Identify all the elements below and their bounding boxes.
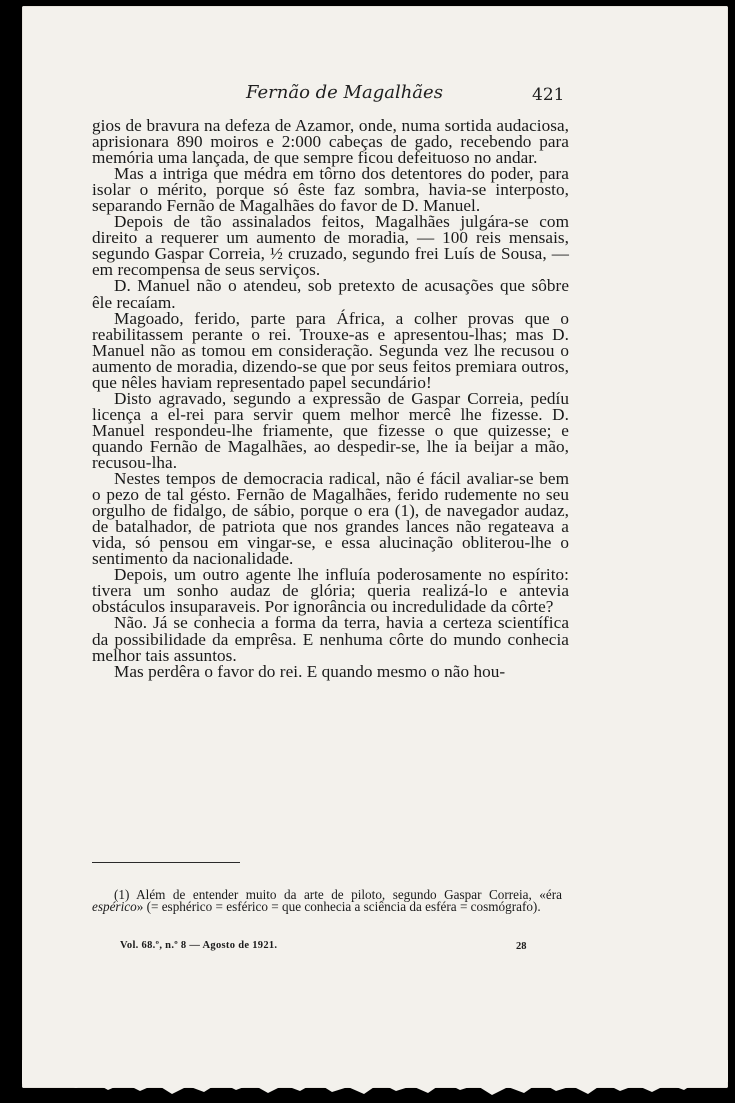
footnote-part: (1) Além de entender muito da arte de piloto, segundo Gaspar Correia, «éra bbox=[114, 887, 562, 902]
signature-mark: 28 bbox=[516, 941, 527, 952]
body-text bbox=[92, 118, 569, 680]
paragraph: Magoado, ferido, parte para África, a colher provas que o reabilitassem perante o rei. Trouxe-as e apresentou-lhas; mas D. Manuel não as tomou em consideração. Segunda vez lhe recusou o aumento de moradia, dizendo-se que por seus feitos premiara outros, que nêles haviam representado papel secundário! bbox=[92, 308, 569, 392]
paragraph: Depois, um outro agente lhe influía poderosamente no espírito: tivera um sonho audaz de glória; queria realizá-lo e antevia obstáculos insuparaveis. Por ignorância ou incredulidade da côrte? bbox=[92, 565, 569, 617]
paragraph: Nestes tempos de democracia radical, não é fácil avaliar-se bem o pezo de tal gésto. Fernão de Magalhães, ferido rudemente no seu orgulho de fidalgo, de sábio, porque o era (1), de navegador audaz, de batalhador, de patriota que nos grandes lances não regateava a vida, só pensou em vingar-se, e essa alucinação obliterou-lhe o sentimento da nacionalidade. bbox=[92, 469, 569, 569]
paragraph: Não. Já se conhecia a forma da terra, havia a certeza scientífica da possibilidade da emprêsa. E nenhuma côrte do mundo conhecia melhor tais assuntos. bbox=[92, 613, 569, 665]
page-header bbox=[0, 82, 735, 104]
torn-edge bbox=[22, 1060, 728, 1100]
running-title: Fernão de Magalhães bbox=[246, 82, 443, 103]
paragraph: Disto agravado, segundo a expressão de Gaspar Correia, pedíu licença a el-rei para servir quem melhor mercê lhe fizesse. D. Manuel respondeu-lhe friamente, que fizesse o que quizesse; e quando Fernão de Magalhães, ao despedir-se, lhe ia beijar a mão, recusou-lha. bbox=[92, 388, 569, 472]
footnote-italic-word: espérico bbox=[92, 899, 137, 915]
page-footer bbox=[0, 940, 735, 956]
page-number: 421 bbox=[532, 85, 565, 105]
paragraph: Mas a intriga que médra em tôrno dos detentores do poder, para isolar o mérito, porque só êste faz sombra, havia-se interposto, separando Fernão de Magalhães do favor de D. Manuel. bbox=[92, 164, 569, 216]
footnote bbox=[92, 889, 562, 913]
paragraph: gios de bravura na defeza de Azamor, onde, numa sortida audaciosa, aprisionara 890 moiros e 2:000 cabeças de gado, recebendo para memória uma lançada, de que sempre ficou defeituoso no andar. bbox=[92, 116, 569, 168]
paragraph: Mas perdêra o favor do rei. E quando mesmo o não hou- bbox=[114, 661, 506, 681]
issue-line: Vol. 68.º, n.º 8 — Agosto de 1921. bbox=[120, 940, 278, 951]
torn-edge-shape bbox=[22, 1060, 728, 1100]
paragraph: Depois de tão assinalados feitos, Magalhães julgára-se com direito a requerer um aumento de moradia, — 100 reis mensais, segundo Gaspar Correia, ½ cruzado, segundo frei Luís de Sousa, — em recompensa de seus serviços. bbox=[92, 212, 569, 280]
footnote-text bbox=[92, 889, 562, 913]
footnote-part: » (= esphérico = esférico = que conhecia a sciência da esféra = cosmógrafo). bbox=[136, 899, 541, 915]
footnote-rule bbox=[92, 862, 240, 863]
paragraph: D. Manuel não o atendeu, sob pretexto de acusações que sôbre êle recaíam. bbox=[92, 276, 569, 312]
